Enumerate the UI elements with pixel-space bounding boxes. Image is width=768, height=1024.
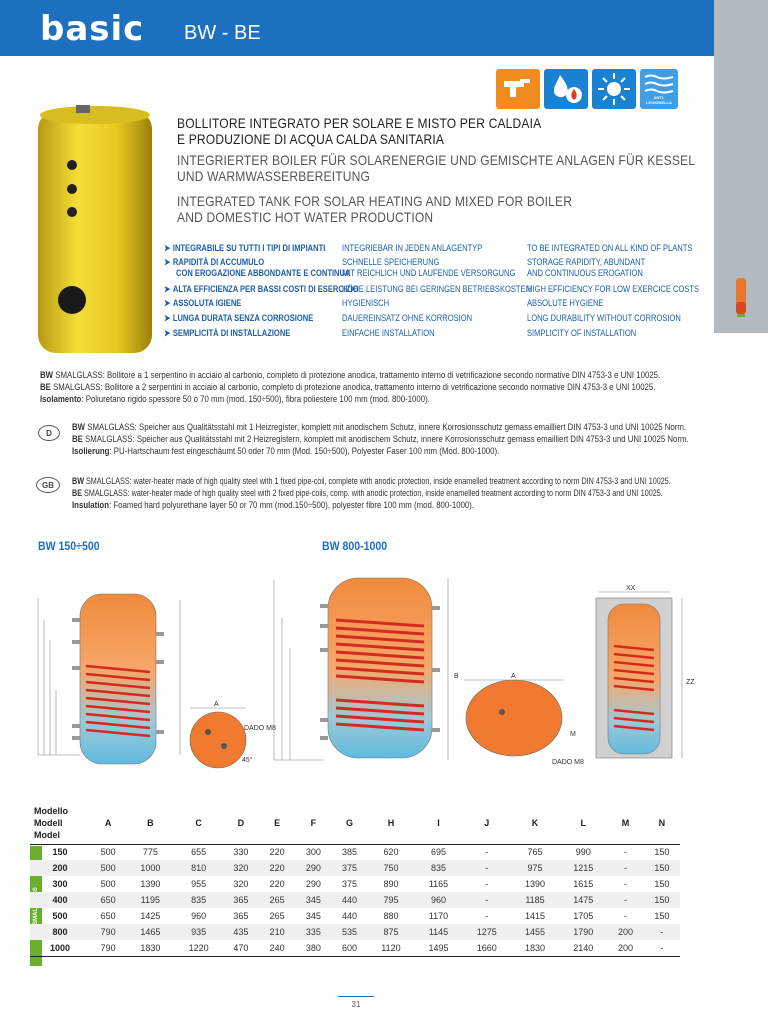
column-header: I (414, 802, 462, 844)
table-cell: - (463, 860, 511, 876)
table-cell: 935 (175, 924, 223, 940)
table-cell: 1455 (511, 924, 559, 940)
table-cell: 200 (607, 924, 643, 940)
table-row (30, 860, 680, 876)
water-flame-icon (544, 69, 588, 109)
table-cell: 470 (223, 940, 259, 956)
model-cell: 400 (30, 892, 90, 908)
dim-label-zz: ZZ (686, 679, 695, 686)
dado-label: DADO M8 (244, 725, 276, 732)
table-cell: 875 (368, 924, 415, 940)
column-header: C (175, 802, 223, 844)
feature-label-en: SIMPLICITY OF INSTALLATION (527, 328, 637, 338)
table-cell: 365 (223, 892, 259, 908)
desc-de-line (72, 421, 686, 433)
table-cell: 650 (90, 892, 126, 908)
title-line: INTEGRIERTER BOILER FÜR SOLARENERGIE UND GEMISCHTE ANLAGEN FÜR KESSEL (177, 152, 696, 168)
model-cell: 300 (52, 879, 68, 889)
table-cell: 600 (331, 940, 367, 956)
table-cell: 655 (191, 847, 207, 858)
title-english (177, 193, 572, 225)
table-cell: 265 (259, 892, 295, 908)
desc-text: SMALGLASS: Speicher aus Qualitätsstahl mit 2 Heizregistern, komplett mit anodischem Schutz, innere Korrosionsschutz gemass emailliert DIN 4753-3 und UNI 10025 Norm. (82, 434, 689, 444)
feature-label: SEMPLICITÀ DI INSTALLAZIONE (172, 328, 291, 338)
diagram-bw-150-500 (30, 580, 276, 775)
table-cell: 1000 (126, 860, 174, 876)
table-cell: 300 (305, 847, 321, 858)
feature-label-de: EINFACHE INSTALLATION (342, 328, 435, 338)
desc-text: SMALGLASS: Bollitore a 1 serpentino in acciaio al carbonio, completo di protezione anodica, trattamento interno di vetrificazione secondo normative DIN 4753-3 e UNI 10025. (53, 370, 661, 380)
table-cell: 365 (233, 911, 249, 921)
language-badge-gb: GB (36, 477, 60, 493)
column-header: M (607, 802, 643, 844)
desc-de-line (72, 445, 499, 457)
table-cell: 890 (383, 879, 399, 889)
angle-label: 45° (242, 757, 253, 764)
column-header: L (559, 802, 607, 844)
dim-label-a: A (214, 701, 219, 708)
table-cell: 1170 (428, 911, 449, 921)
dado-label-right: DADO M8 (552, 759, 584, 766)
feature-label-de: SCHNELLE SPEICHERUNG (342, 257, 440, 267)
table-cell: 620 (383, 847, 399, 858)
table-cell: 210 (259, 924, 295, 940)
column-header: K (511, 802, 559, 844)
table-cell: - (644, 924, 680, 940)
desc-it-line (40, 381, 655, 393)
anti-legionella-icon (640, 69, 678, 109)
tap-icon (496, 69, 540, 109)
table-cell: 500 (100, 879, 116, 889)
table-cell: 1220 (175, 940, 223, 956)
model-cell: 200 (30, 860, 90, 876)
language-badge-de: D (38, 425, 60, 441)
table-cell: 435 (223, 924, 259, 940)
table-cell: 385 (342, 847, 358, 858)
bullet-arrow-icon: ➤ (164, 298, 171, 308)
table-cell: - (644, 940, 680, 956)
table-cell: 990 (575, 847, 591, 858)
table-cell: 2140 (559, 940, 607, 956)
table-body (30, 844, 680, 956)
title-line: AND DOMESTIC HOT WATER PRODUCTION (177, 209, 434, 225)
table-row (30, 908, 680, 924)
desc-en-line (72, 499, 474, 511)
feature-label-de: DAUEREINSATZ OHNE KORROSION (342, 313, 473, 323)
desc-key: Isolamento (40, 394, 82, 404)
bullet-arrow-icon: ➤ (164, 284, 171, 294)
table-cell: 150 (644, 892, 680, 908)
table-cell: 1165 (428, 879, 449, 889)
table-cell: 765 (527, 847, 543, 858)
title-line: BOLLITORE INTEGRATO PER SOLARE E MISTO PER CALDAIA (177, 115, 542, 131)
table-cell: 1475 (559, 892, 607, 908)
table-cell: 1790 (559, 924, 607, 940)
table-cell: 320 (223, 860, 259, 876)
desc-key: BW (40, 370, 54, 380)
feature-label-en: HIGH EFFICIENCY FOR LOW EXERCICE COSTS (527, 284, 700, 294)
feature-item (164, 284, 359, 294)
side-tank-thumbnail (734, 276, 748, 318)
feature-label-en: STORAGE RAPIDITY, ABUNDANT (527, 257, 646, 267)
table-cell: 1615 (573, 879, 594, 889)
table-cell: 790 (90, 924, 126, 940)
column-header: A (90, 802, 126, 844)
feature-label: LUNGA DURATA SENZA CORROSIONE (172, 313, 314, 323)
desc-key: BW (72, 476, 84, 486)
desc-text: : PU-Hartschaum fest eingeschäumt 50 oder 70 mm (Mod. 150÷500), Polyester Faser 100 mm (Mod. 800-1000). (109, 446, 500, 456)
desc-text: SMALGLASS: water-heater made of high quality steel with 2 fixed pipe-coils, comp. with anodic protection, inside enamelled treatment according to norm DIN 4753-3 and UNI 10025. (82, 488, 663, 498)
solar-icon (592, 69, 636, 109)
feature-label-en: LONG DURABILITY WITHOUT CORROSION (527, 313, 681, 323)
table-cell: 1390 (140, 879, 161, 889)
table-cell: - (607, 860, 643, 876)
table-cell: 880 (383, 911, 399, 921)
title-line: UND WARMWASSERBEREITUNG (177, 168, 371, 184)
table-cell: 1145 (414, 924, 462, 940)
table-cell: 500 (100, 847, 116, 858)
table-cell: 240 (259, 940, 295, 956)
column-header: N (644, 802, 680, 844)
feature-label: INTEGRABILE SU TUTTI I TIPI DI IMPIANTI (172, 243, 326, 253)
feature-item (164, 257, 264, 267)
table-cell: 1465 (126, 924, 174, 940)
table-cell: 1425 (140, 911, 161, 921)
column-header: H (368, 802, 415, 844)
column-header: J (463, 802, 511, 844)
table-cell: 220 (269, 847, 285, 858)
table-cell: 200 (607, 940, 643, 956)
table-cell: 320 (233, 879, 249, 889)
table-cell: 695 (430, 847, 446, 858)
table-cell: - (485, 911, 489, 921)
feature-label: ASSOLUTA IGIENE (172, 298, 242, 308)
table-cell: 960 (414, 892, 462, 908)
table-cell: 1195 (126, 892, 174, 908)
column-header: F (295, 802, 331, 844)
table-cell: 775 (142, 847, 158, 858)
header-line: Modello (34, 805, 68, 816)
table-row (30, 892, 680, 908)
desc-de-line (72, 433, 689, 445)
feature-label-en: ABSOLUTE HYGIENE (527, 298, 604, 308)
table-cell: 265 (269, 911, 285, 921)
desc-en-line (72, 475, 671, 487)
bullet-arrow-icon: ➤ (164, 313, 171, 323)
table-cell: 535 (331, 924, 367, 940)
dim-label-b: B (454, 673, 459, 680)
table-cell: 650 (100, 911, 116, 921)
table-header-row (30, 802, 680, 844)
header-banner (0, 0, 714, 56)
header-line: Model (34, 829, 60, 840)
feature-label-de: HYGIENISCH (342, 298, 390, 308)
table-cell: - (624, 911, 628, 921)
diagram-title-right: BW 800-1000 (322, 539, 388, 553)
table-row (30, 924, 680, 940)
feature-label-en: TO BE INTEGRATED ON ALL KIND OF PLANTS (527, 243, 693, 253)
table-cell: 810 (175, 860, 223, 876)
feature-item (164, 298, 241, 308)
table-cell: 750 (368, 860, 415, 876)
feature-item (176, 268, 350, 278)
model-header (30, 802, 90, 844)
table-cell: 335 (295, 924, 331, 940)
feature-label: ALTA EFFICIENZA PER BASSI COSTI DI ESERCIZIO (172, 284, 359, 294)
desc-key: BE (72, 434, 83, 444)
bullet-arrow-icon: ➤ (164, 328, 171, 338)
table-cell: 440 (342, 911, 358, 921)
bullet-arrow-icon: ➤ (164, 257, 171, 267)
table-cell: 1215 (559, 860, 607, 876)
title-line: E PRODUZIONE DI ACQUA CALDA SANITARIA (177, 131, 445, 147)
table-cell: 345 (295, 892, 331, 908)
table-cell: 150 (654, 847, 670, 858)
table-cell: 960 (191, 911, 207, 921)
table-cell: 345 (305, 911, 321, 921)
table-cell: 290 (305, 879, 321, 889)
desc-text: SMALGLASS: water-heater made of high quality steel with 1 fixed pipe-coil, complete with anodic protection, inside enamelled treatment according to norm DIN 4753-3 and UNI 10025. (84, 476, 671, 486)
feature-label: CON EROGAZIONE ABBONDANTE E CONTINUA (176, 268, 351, 278)
desc-it-line (40, 369, 660, 381)
diagram-title-left: BW 150÷500 (38, 539, 100, 553)
table-cell: 440 (331, 892, 367, 908)
page-number: 31 (338, 996, 374, 1009)
brand-logo: basic (40, 9, 145, 49)
title-german (177, 152, 695, 184)
table-cell: 790 (90, 940, 126, 956)
table-cell: 975 (511, 860, 559, 876)
feature-label-de: HÖHE LEISTUNG BEI GERINGEN BETRIEBSKOSTEN (342, 284, 532, 294)
header-line: Modell (34, 817, 63, 828)
table-cell: 835 (175, 892, 223, 908)
desc-key: BE (72, 488, 83, 498)
desc-text: SMALGLASS: Bollitore a 2 serpentini in acciaio al carbonio, completo di protezione anodica, trattamento interno di vetrificazione secondo normative DIN 4753-3 e UNI 10025. (50, 382, 656, 392)
table-cell: - (607, 892, 643, 908)
desc-key: BE (40, 382, 51, 392)
table-cell: 1495 (414, 940, 462, 956)
feature-icons (496, 69, 678, 109)
table-cell: 1830 (126, 940, 174, 956)
desc-text: : Foamed hard polyurethane layer 50 or 70 mm (mod.150÷500), polyester fibre 100 mm (mod. 800-1000). (108, 500, 475, 510)
table-cell: - (624, 879, 628, 889)
table-cell: 1275 (463, 924, 511, 940)
desc-key: Insulation (72, 500, 109, 510)
table-cell: 1185 (511, 892, 559, 908)
dimensions-table (30, 802, 680, 957)
feature-label: RAPIDITÀ DI ACCUMULO (172, 257, 265, 267)
desc-text: : Poliuretano rigido spessore 50 o 70 mm (mod. 150÷500), fibra poliestere 100 mm (mod. 800-1000). (81, 394, 430, 404)
table-cell: 500 (90, 860, 126, 876)
table-cell: 330 (233, 847, 249, 858)
bullet-arrow-icon: ➤ (164, 243, 171, 253)
desc-key: BW (72, 422, 86, 432)
table-cell: 380 (295, 940, 331, 956)
diagram-bw-800-1000 (264, 568, 704, 778)
table-cell: 290 (295, 860, 331, 876)
table-row (30, 876, 680, 892)
table-row (30, 940, 680, 956)
model-cell: 1000 (30, 940, 90, 956)
model-cell: 500 (52, 911, 68, 921)
table-cell: - (485, 847, 489, 858)
table-cell: 220 (259, 860, 295, 876)
feature-item (164, 328, 290, 338)
table-cell: - (624, 847, 628, 858)
title-italian (177, 115, 541, 147)
desc-key: Isolierung (72, 446, 110, 456)
table-cell: 375 (331, 860, 367, 876)
table-cell: 150 (644, 860, 680, 876)
table-cell: 1415 (525, 911, 546, 921)
table-row (30, 844, 680, 860)
feature-label-de: MIT REICHLICH UND LAUFENDE VERSORGUNG (342, 268, 516, 278)
table-cell: 955 (191, 879, 207, 889)
desc-text: SMALGLASS: Speicher aus Qualitätsstahl mit 1 Heizregister, komplett mit anodischem Schutz, innere Korrosionsschutz gemass emailliert DIN 4753-3 und UNI 10025 Norm. (85, 422, 687, 432)
table-cell: 1830 (511, 940, 559, 956)
table-cell: 150 (654, 879, 670, 889)
feature-item (164, 243, 325, 253)
anti-legionella-caption: ANTI-LEGIONELLA (646, 95, 672, 105)
tank-photo (36, 105, 154, 355)
model-cell: 150 (52, 847, 68, 858)
feature-label-en: AND CONTINUOUS EROGATION (527, 268, 643, 278)
table-cell: - (463, 892, 511, 908)
table-cell: 375 (342, 879, 358, 889)
column-header: G (331, 802, 367, 844)
dim-label-m: M (570, 731, 576, 738)
table-cell: 1660 (463, 940, 511, 956)
table-cell: 150 (654, 911, 670, 921)
table-cell: 1390 (525, 879, 546, 889)
title-line: INTEGRATED TANK FOR SOLAR HEATING AND MIXED FOR BOILER (177, 193, 573, 209)
table-cell: 795 (368, 892, 415, 908)
dim-label-a-right: A (511, 673, 516, 680)
table-cell: 835 (414, 860, 462, 876)
product-code: BW - BE (184, 22, 261, 44)
column-header: E (259, 802, 295, 844)
table-cell: 220 (269, 879, 285, 889)
column-header: B (126, 802, 174, 844)
desc-en-line (72, 487, 663, 499)
model-cell: 800 (30, 924, 90, 940)
dim-label-xx: XX (626, 585, 636, 592)
desc-it-line (40, 393, 430, 405)
table-cell: - (485, 879, 489, 889)
column-header: D (223, 802, 259, 844)
table-cell: 1120 (368, 940, 415, 956)
feature-label-de: INTEGRIEBAR IN JEDEN ANLAGENTYP (342, 243, 483, 253)
feature-item (164, 313, 313, 323)
table-cell: 1705 (573, 911, 594, 921)
